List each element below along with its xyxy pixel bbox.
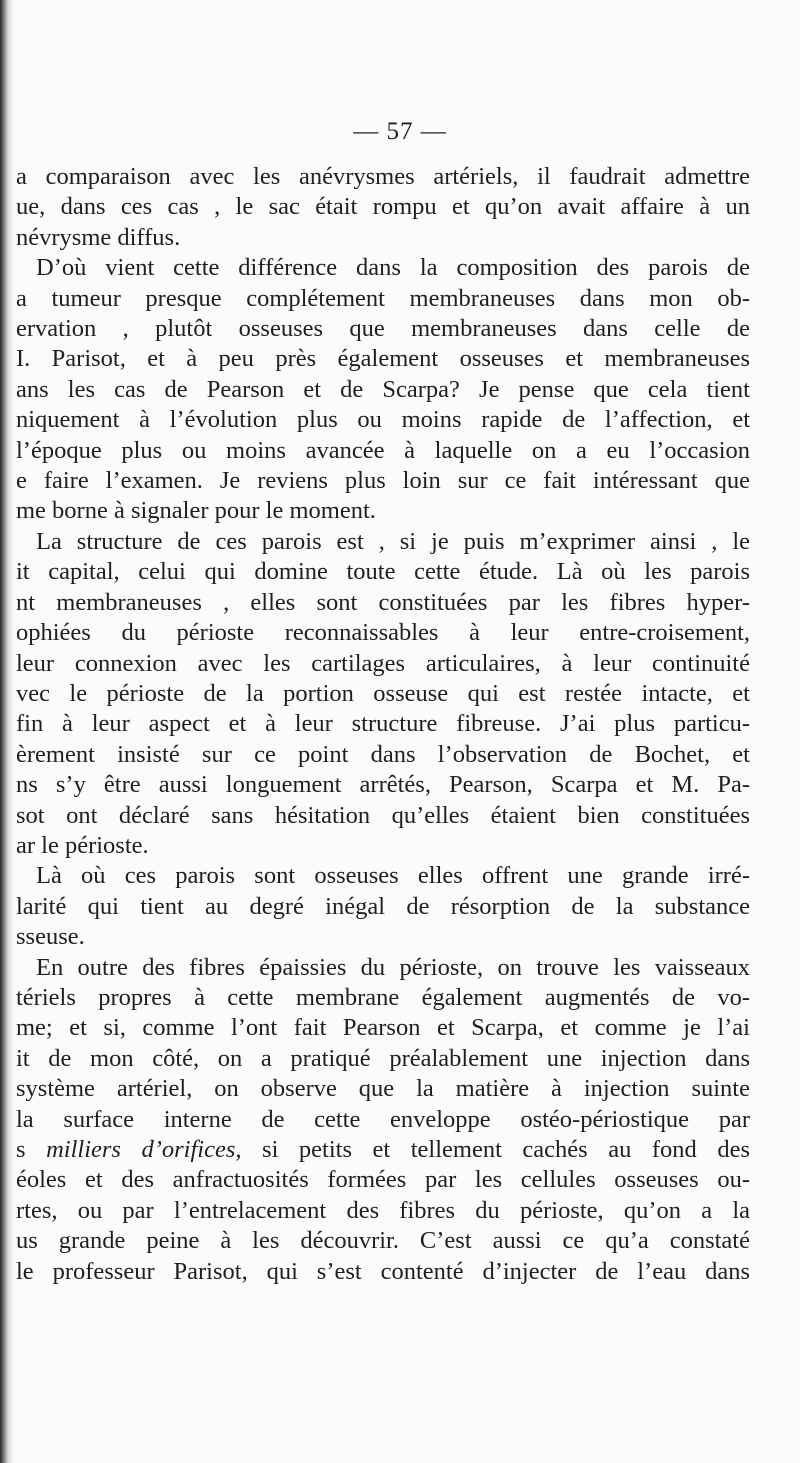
text-line: niquement à l’évolution plus ou moins rapide de l’affection, et xyxy=(16,406,750,434)
text-line: la surface interne de cette enveloppe ostéo-périostique par xyxy=(16,1105,750,1133)
text-line: sot ont déclaré sans hésitation qu’elles étaient bien constituées xyxy=(16,801,750,829)
text-line: me borne à signaler pour le moment. xyxy=(16,497,376,525)
text-line: me; et si, comme l’ont fait Pearson et Scarpa, et comme je l’ai xyxy=(16,1014,750,1042)
text-line: tériels propres à cette membrane également augmentés de vo- xyxy=(16,983,750,1011)
text-line: ns s’y être aussi longuement arrêtés, Pearson, Scarpa et M. Pa- xyxy=(16,771,750,799)
text-line: leur connexion avec les cartilages articulaires, à leur continuité xyxy=(16,649,750,677)
text-line: sseuse. xyxy=(16,923,85,951)
text-line: névrysme diffus. xyxy=(16,223,181,251)
text-fragment: s xyxy=(16,1136,47,1163)
text-line: nt membraneuses , elles sont constituées par les fibres hyper- xyxy=(16,588,750,616)
text-line: ue, dans ces cas , le sac était rompu et qu’on avait affaire à un xyxy=(16,193,750,221)
body-text xyxy=(16,162,750,1287)
text-line: D’où vient cette différence dans la composition des parois de xyxy=(36,254,750,282)
text-line-mixed xyxy=(16,1135,750,1165)
text-line: ophiées du périoste reconnaissables à leur entre-croisement, xyxy=(16,619,750,647)
text-line: Là où ces parois sont osseuses elles offrent une grande irré- xyxy=(36,862,750,890)
text-line: larité qui tient au degré inégal de résorption de la substance xyxy=(16,892,750,920)
text-line: rtes, ou par l’entrelacement des fibres du périoste, qu’on a la xyxy=(16,1196,750,1224)
text-line: us grande peine à les découvrir. C’est aussi ce qu’a constaté xyxy=(16,1227,750,1255)
text-line: ervation , plutôt osseuses que membraneuses dans celle de xyxy=(16,315,750,343)
text-line: l’époque plus ou moins avancée à laquelle on a eu l’occasion xyxy=(16,436,750,464)
text-line: it de mon côté, on a pratiqué préalablement une injection dans xyxy=(16,1044,750,1072)
text-line: La structure de ces parois est , si je puis m’exprimer ainsi , le xyxy=(36,527,750,555)
italic-fragment: milliers d’orifices, xyxy=(46,1136,242,1163)
text-line: e faire l’examen. Je reviens plus loin sur ce fait intéressant que xyxy=(16,467,750,495)
text-line: a comparaison avec les anévrysmes artériels, il faudrait admettre xyxy=(16,163,750,190)
text-fragment: si petits et tellement cachés au fond des xyxy=(241,1136,750,1163)
text-line: it capital, celui qui domine toute cette étude. Là où les parois xyxy=(16,558,750,586)
text-line: èrement insisté sur ce point dans l’observation de Bochet, et xyxy=(16,740,750,768)
text-line: système artériel, on observe que la matière à injection suinte xyxy=(16,1075,750,1103)
text-line: vec le périoste de la portion osseuse qui est restée intacte, et xyxy=(16,679,750,707)
text-line: En outre des fibres épaissies du périoste, on trouve les vaisseaux xyxy=(36,953,750,981)
text-line: éoles et des anfractuosités formées par les cellules osseuses ou- xyxy=(16,1166,750,1194)
binding-gutter xyxy=(0,0,14,1463)
text-line: a tumeur presque complétement membraneuses dans mon ob- xyxy=(16,284,750,312)
text-line: I. Parisot, et à peu près également osseuses et membraneuses xyxy=(16,345,750,373)
text-line: fin à leur aspect et à leur structure fibreuse. J’ai plus particu- xyxy=(16,710,750,738)
text-line: ans les cas de Pearson et de Scarpa? Je pense que cela tient xyxy=(16,375,750,403)
text-line: ar le périoste. xyxy=(16,831,149,859)
text-line: le professeur Parisot, qui s’est contenté d’injecter de l’eau dans xyxy=(16,1257,750,1285)
page-number: — 57 — xyxy=(353,118,447,145)
